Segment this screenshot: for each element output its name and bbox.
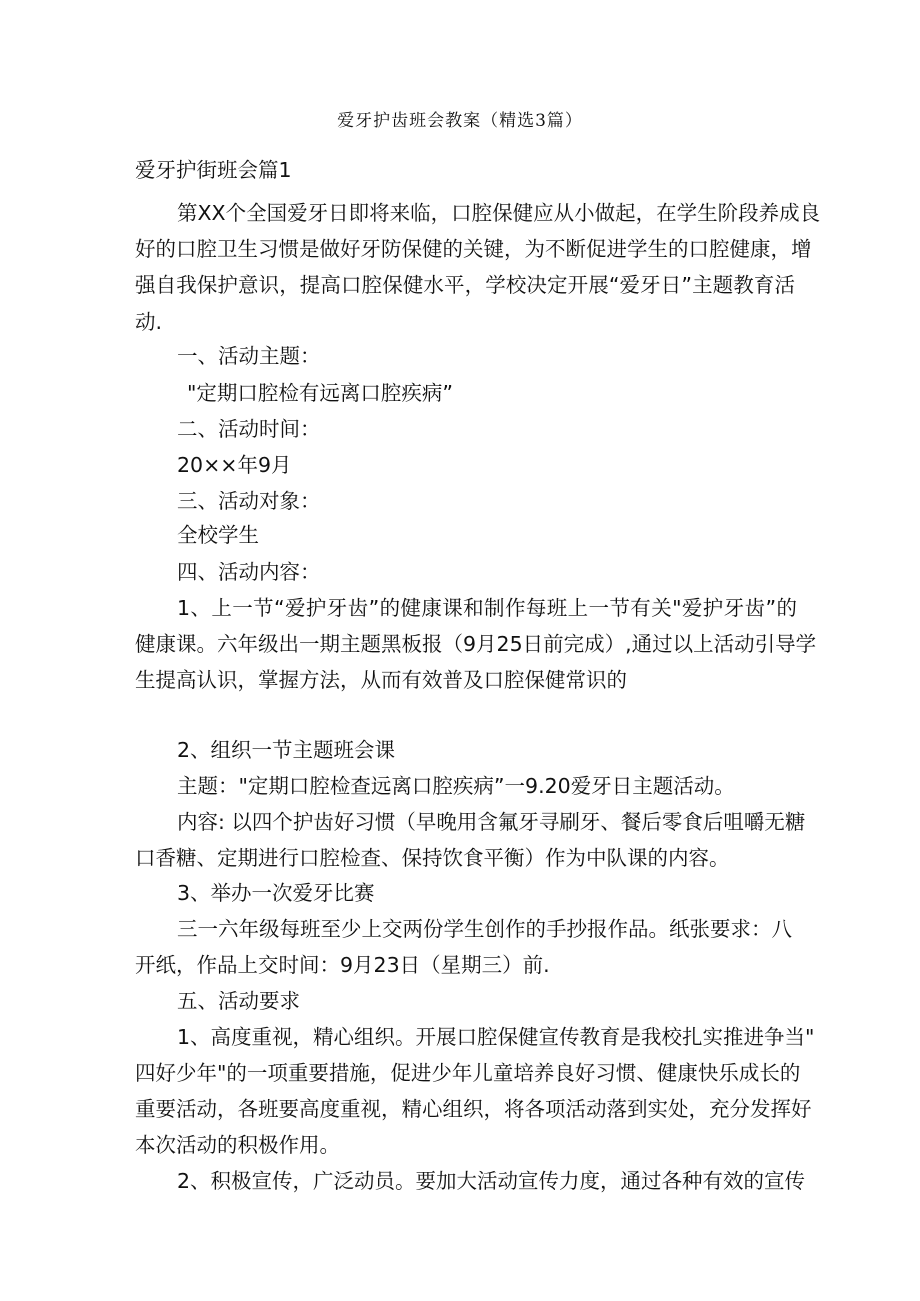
section-heading-time: 二、活动时间：	[177, 417, 321, 441]
paragraph-line: 动.	[135, 310, 163, 334]
paragraph-line: 四好少年"的一项重要措施，促进少年儿童培养良好习惯、健康快乐成长的	[135, 1061, 801, 1085]
paragraph-line: 好的口腔卫生习惯是做好牙防保健的关键，为不断促进学生的口腔健康，增	[135, 237, 812, 261]
paragraph-line: 内容: 以四个护齿好习惯（早晚用含氟牙寻刷牙、餐后零食后咀嚼无糖	[177, 810, 806, 834]
paragraph-line: 本次活动的积极作用。	[135, 1133, 340, 1157]
paragraph-line: 第XX个全国爱牙日即将来临，口腔保健应从小做起，在学生阶段养成良	[177, 201, 821, 225]
paragraph-line: 强自我保护意识，提高口腔保健水平，学校决定开展“爱牙日”主题教育活	[135, 273, 795, 297]
paragraph-line: 生提高认识，掌握方法，从而有效普及口腔保健常识的	[135, 668, 627, 692]
paragraph-line: 2、组织一节主题班会课	[177, 738, 396, 762]
paragraph-line: 口香糖、定期进行口腔检查、保持饮食平衡）作为中队课的内容。	[135, 846, 730, 870]
paragraph-line: 健康课。六年级出一期主题黑板报（9月25日前完成）,通过以上活动引导学	[135, 632, 817, 656]
paragraph-line: 主题："定期口腔检查远离口腔疾病”一9.20爱牙日主题活动。	[177, 774, 735, 798]
section-heading-content: 四、活动内容：	[177, 560, 321, 584]
document-title: 爱牙护齿班会教案（精选3篇）	[337, 111, 583, 131]
paragraph-line: 三一六年级每班至少上交两份学生创作的手抄报作品。纸张要求：八	[177, 917, 792, 941]
paragraph-line: 重要活动，各班要高度重视，精心组织，将各项活动落到实处，充分发挥好	[135, 1097, 812, 1121]
audience-text: 全校学生	[177, 523, 259, 547]
section-heading-requirements: 五、活动要求	[177, 989, 300, 1013]
paragraph-line: 1、上一节“爱护牙齿”的健康课和制作每班上一节有关"爱护牙齿”的	[177, 596, 797, 620]
theme-text: "定期口腔检有远离口腔疾病”	[187, 381, 454, 405]
paragraph-line: 3、举办一次爱牙比赛	[177, 881, 375, 905]
paragraph-line: 1、高度重视，精心组织。开展口腔保健宣传教育是我校扎实推进争当"	[177, 1025, 815, 1049]
time-text: 20××年9月	[177, 453, 292, 477]
paragraph-line: 2、积极宣传，广泛动员。要加大活动宣传力度，通过各种有效的宣传	[177, 1169, 806, 1193]
section-heading: 爱牙护街班会篇1	[135, 158, 292, 182]
paragraph-line: 开纸，作品上交时间：9月23日（星期三）前.	[135, 953, 550, 977]
section-heading-theme: 一、活动主题：	[177, 344, 321, 368]
section-heading-audience: 三、活动对象：	[177, 489, 321, 513]
